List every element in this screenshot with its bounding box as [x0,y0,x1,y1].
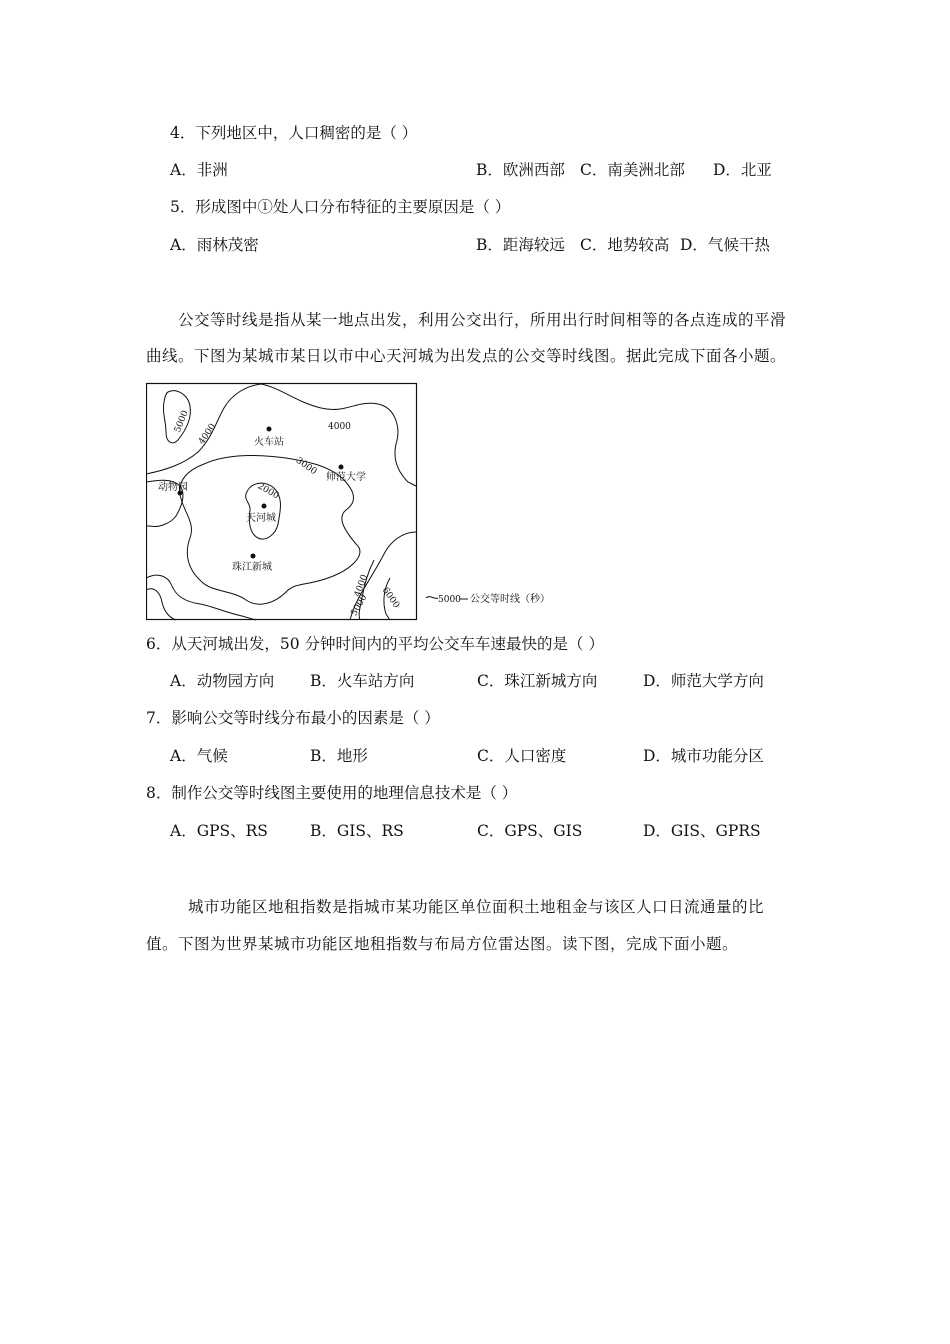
contour-label-2000: 2000 [255,481,281,502]
zhujiang-newtown-point [251,554,256,559]
question-6-option-b: B．火车站方向 [310,672,415,690]
tianhe-city-point [262,504,267,509]
question-5-option-b: B．距海较远 [476,236,565,254]
intro-paragraph-2-line-1: 城市功能区地租指数是指城市某功能区单位面积土地租金与该区人口日流通量的比 [188,898,765,916]
label-zhujiang-newtown: 珠江新城 [232,562,272,573]
question-8-option-c: C．GPS、GIS [477,822,583,840]
label-tianhe-city: 天河城 [246,513,276,524]
question-6-stem: 6．从天河城出发，50 分钟时间内的平均公交车车速最快的是（ ） [146,635,604,653]
intro-paragraph-1-line-1: 公交等时线是指从某一地点出发，利用公交出行，所用出行时间相等的各点连成的平滑 [178,311,787,329]
contour-label-4000-top: 4000 [328,422,351,432]
question-5-option-d: D．气候干热 [680,236,770,254]
question-4-option-b: B．欧洲西部 [476,161,565,179]
contour-label-6000-right: 6000 [379,585,402,611]
question-6-option-d: D．师范大学方向 [643,672,764,690]
legend-label: 公交等时线（秒） [470,594,550,605]
question-7-option-a: A．气候 [170,747,228,765]
legend-line-symbol [426,597,438,599]
label-normal-university: 师范大学 [326,472,366,483]
question-6-option-c: C．珠江新城方向 [477,672,598,690]
question-4-option-d: D．北亚 [713,161,772,179]
question-8-option-d: D．GIS、GPRS [643,822,761,840]
question-7-option-d: D．城市功能分区 [643,747,764,765]
contour-5000-bottom [146,589,176,620]
question-7-option-b: B．地形 [310,747,368,765]
normal-university-point [339,465,344,470]
contour-label-4000-topleft: 4000 [196,422,219,447]
intro-paragraph-2-line-2: 值。下图为世界某城市功能区地租指数与布局方位雷达图。读下图，完成下面小题。 [146,935,739,953]
contour-label-3000: 3000 [293,455,319,478]
contour-label-5000-topleft: 5000 [172,409,191,435]
label-zoo: 动物园 [158,482,188,493]
question-6-option-a: A．动物园方向 [170,672,275,690]
question-4-stem: 4．下列地区中，人口稠密的是（ ） [170,124,418,142]
question-8-option-a: A．GPS、RS [170,822,268,840]
contour-label-4000-right: 4000 [352,573,371,599]
intro-paragraph-1-line-2: 曲线。下图为某城市某日以市中心天河城为出发点的公交等时线图。据此完成下面各小题。 [146,347,787,365]
question-7-option-c: C．人口密度 [477,747,567,765]
contour-4000-bottom [146,575,256,620]
label-train-station: 火车站 [254,437,284,448]
question-8-option-b: B．GIS、RS [310,822,404,840]
question-5-stem: 5．形成图中①处人口分布特征的主要原因是（ ） [170,198,511,216]
contour-4000-outer [146,384,416,486]
question-7-stem: 7．影响公交等时线分布最小的因素是（ ） [146,709,440,727]
contour-label-5000-right: 5000 [349,593,370,618]
question-8-stem: 8．制作公交等时线图主要使用的地理信息技术是（ ） [146,784,518,802]
question-4-option-c: C．南美洲北部 [580,161,685,179]
legend-value: 5000 [438,595,461,605]
question-4-option-a: A．非洲 [170,161,228,179]
bus-isochrone-map [146,382,562,622]
question-5-option-c: C．地势较高 [580,236,670,254]
question-5-option-a: A．雨林茂密 [170,236,259,254]
train-station-point [267,427,272,432]
